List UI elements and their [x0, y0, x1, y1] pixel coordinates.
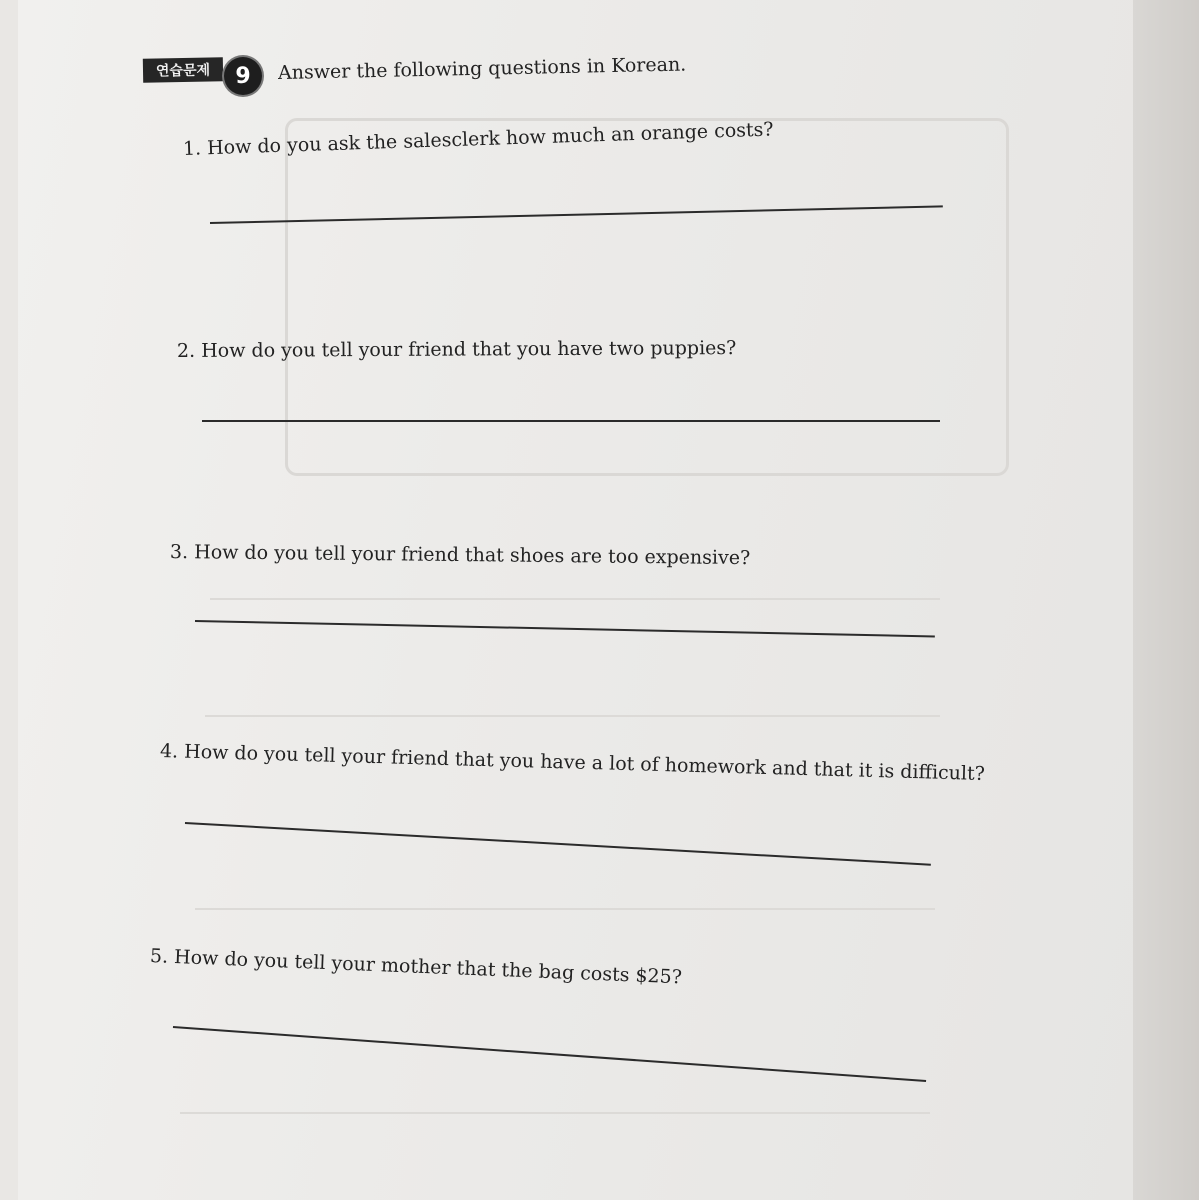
question-number: 1.	[182, 137, 202, 160]
show-through-line	[195, 908, 935, 910]
question-2	[177, 337, 736, 362]
show-through-box	[285, 118, 1009, 476]
section-label: 연습문제	[143, 57, 223, 82]
exercise-number-badge: 9	[224, 57, 262, 95]
question-text: How do you tell your friend that you have two puppies?	[201, 337, 737, 362]
question-number: 3.	[169, 541, 189, 564]
question-text: How do you tell your mother that the bag costs $25?	[173, 945, 683, 989]
exercise-instruction: Answer the following questions in Korean.	[277, 53, 687, 84]
question-text: How do you ask the salesclerk how much an orange costs?	[206, 118, 774, 160]
question-number: 2.	[176, 339, 196, 362]
question-text: How do you tell your friend that you have a lot of homework and that it is difficult?	[183, 740, 986, 786]
answer-line-2[interactable]	[202, 420, 940, 422]
question-number: 4.	[159, 740, 179, 763]
show-through-line	[205, 715, 940, 717]
show-through-line	[210, 598, 940, 600]
page-edge	[1133, 0, 1199, 1200]
question-text: How do you tell your friend that shoes are too expensive?	[194, 541, 751, 570]
question-number: 5.	[149, 945, 169, 968]
show-through-line	[180, 1112, 930, 1114]
